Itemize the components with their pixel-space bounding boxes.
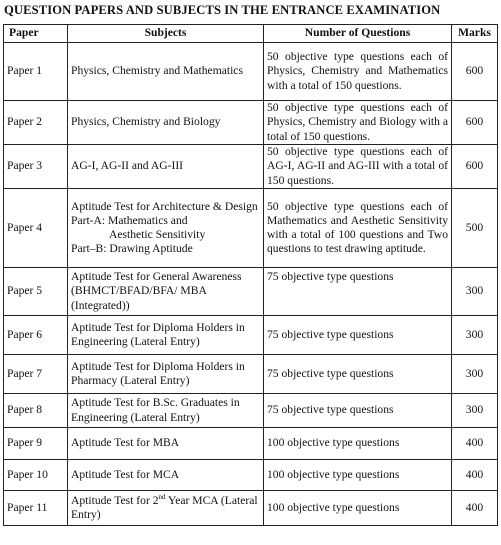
table-row bbox=[4, 316, 498, 355]
header-subjects: Subjects bbox=[68, 25, 264, 43]
subjects-line: Aesthetic Sensitivity bbox=[109, 228, 206, 241]
paper-cell: Paper 3 bbox=[4, 145, 68, 189]
subjects-line: Part-A: Mathematics and bbox=[71, 213, 188, 227]
questions-cell: 75 objective type questions bbox=[264, 268, 452, 316]
header-marks: Marks bbox=[452, 25, 498, 43]
table-row bbox=[4, 43, 498, 101]
paper-cell: Paper 4 bbox=[4, 189, 68, 268]
subjects-line: Part–B: Drawing Aptitude bbox=[71, 242, 193, 256]
subjects-cell: Aptitude Test for General Awareness (BHMCT/BFAD/BFA/ MBA (Integrated)) bbox=[68, 268, 264, 316]
questions-cell: 100 objective type questions bbox=[264, 460, 452, 491]
paper-cell: Paper 5 bbox=[4, 268, 68, 316]
subjects-cell: Aptitude Test for Diploma Holders in Engineering (Lateral Entry) bbox=[68, 316, 264, 355]
paper-cell: Paper 6 bbox=[4, 316, 68, 355]
paper-cell: Paper 8 bbox=[4, 394, 68, 428]
marks-cell: 400 bbox=[452, 491, 498, 526]
subjects-line: Aptitude Test for Architecture & Design bbox=[71, 199, 258, 213]
subjects-cell bbox=[68, 189, 264, 268]
table-row bbox=[4, 460, 498, 491]
table-row bbox=[4, 394, 498, 428]
paper-cell: Paper 11 bbox=[4, 491, 68, 526]
questions-cell: 50 objective type questions each of Physics, Chemistry and Mathematics with a total of 150 questions. bbox=[264, 43, 452, 101]
subjects-cell: Aptitude Test for MBA bbox=[68, 428, 264, 460]
paper-cell: Paper 10 bbox=[4, 460, 68, 491]
questions-cell: 50 objective type questions each of Mathematics and Aesthetic Sensitivity with a total of 100 questions and Two questions to test drawing aptitude. bbox=[264, 189, 452, 268]
questions-cell: 75 objective type questions bbox=[264, 394, 452, 428]
table-row bbox=[4, 355, 498, 394]
marks-cell: 500 bbox=[452, 189, 498, 268]
marks-cell: 600 bbox=[452, 43, 498, 101]
paper-cell: Paper 9 bbox=[4, 428, 68, 460]
header-questions: Number of Questions bbox=[264, 25, 452, 43]
table-row bbox=[4, 491, 498, 526]
table-row bbox=[4, 101, 498, 145]
questions-cell: 100 objective type questions bbox=[264, 428, 452, 460]
questions-cell: 75 objective type questions bbox=[264, 316, 452, 355]
header-paper: Paper bbox=[4, 25, 68, 43]
table-header-row bbox=[4, 25, 498, 43]
subjects-cell: Aptitude Test for MCA bbox=[68, 460, 264, 491]
table-row bbox=[4, 189, 498, 268]
table-row bbox=[4, 145, 498, 189]
questions-cell: 100 objective type questions bbox=[264, 491, 452, 526]
subjects-cell: Physics, Chemistry and Mathematics bbox=[68, 43, 264, 101]
paper-cell: Paper 1 bbox=[4, 43, 68, 101]
marks-cell: 300 bbox=[452, 355, 498, 394]
table-row bbox=[4, 428, 498, 460]
marks-cell: 400 bbox=[452, 460, 498, 491]
subjects-cell: AG-I, AG-II and AG-III bbox=[68, 145, 264, 189]
subjects-cell: Aptitude Test for B.Sc. Graduates in Engineering (Lateral Entry) bbox=[68, 394, 264, 428]
subjects-text-pre: Aptitude Test for 2 bbox=[71, 493, 159, 507]
questions-cell: 50 objective type questions each of Physics, Chemistry and Biology with a total of 150 questions. bbox=[264, 101, 452, 145]
marks-cell: 600 bbox=[452, 101, 498, 145]
document-title: QUESTION PAPERS AND SUBJECTS IN THE ENTRANCE EXAMINATION bbox=[4, 3, 441, 17]
table-row bbox=[4, 268, 498, 316]
subjects-cell bbox=[68, 491, 264, 526]
marks-cell: 600 bbox=[452, 145, 498, 189]
subjects-text-post: Year MCA (Lateral Entry) bbox=[71, 493, 258, 521]
ordinal-suffix: nd bbox=[158, 492, 166, 501]
marks-cell: 400 bbox=[452, 428, 498, 460]
marks-cell: 300 bbox=[452, 394, 498, 428]
paper-cell: Paper 2 bbox=[4, 101, 68, 145]
subjects-cell: Aptitude Test for Diploma Holders in Pharmacy (Lateral Entry) bbox=[68, 355, 264, 394]
marks-cell: 300 bbox=[452, 268, 498, 316]
questions-cell: 50 objective type questions each of AG-I, AG-II and AG-III with a total of 150 questions. bbox=[264, 145, 452, 189]
exam-table bbox=[3, 24, 498, 526]
marks-cell: 300 bbox=[452, 316, 498, 355]
paper-cell: Paper 7 bbox=[4, 355, 68, 394]
subjects-cell: Physics, Chemistry and Biology bbox=[68, 101, 264, 145]
questions-cell: 75 objective type questions bbox=[264, 355, 452, 394]
